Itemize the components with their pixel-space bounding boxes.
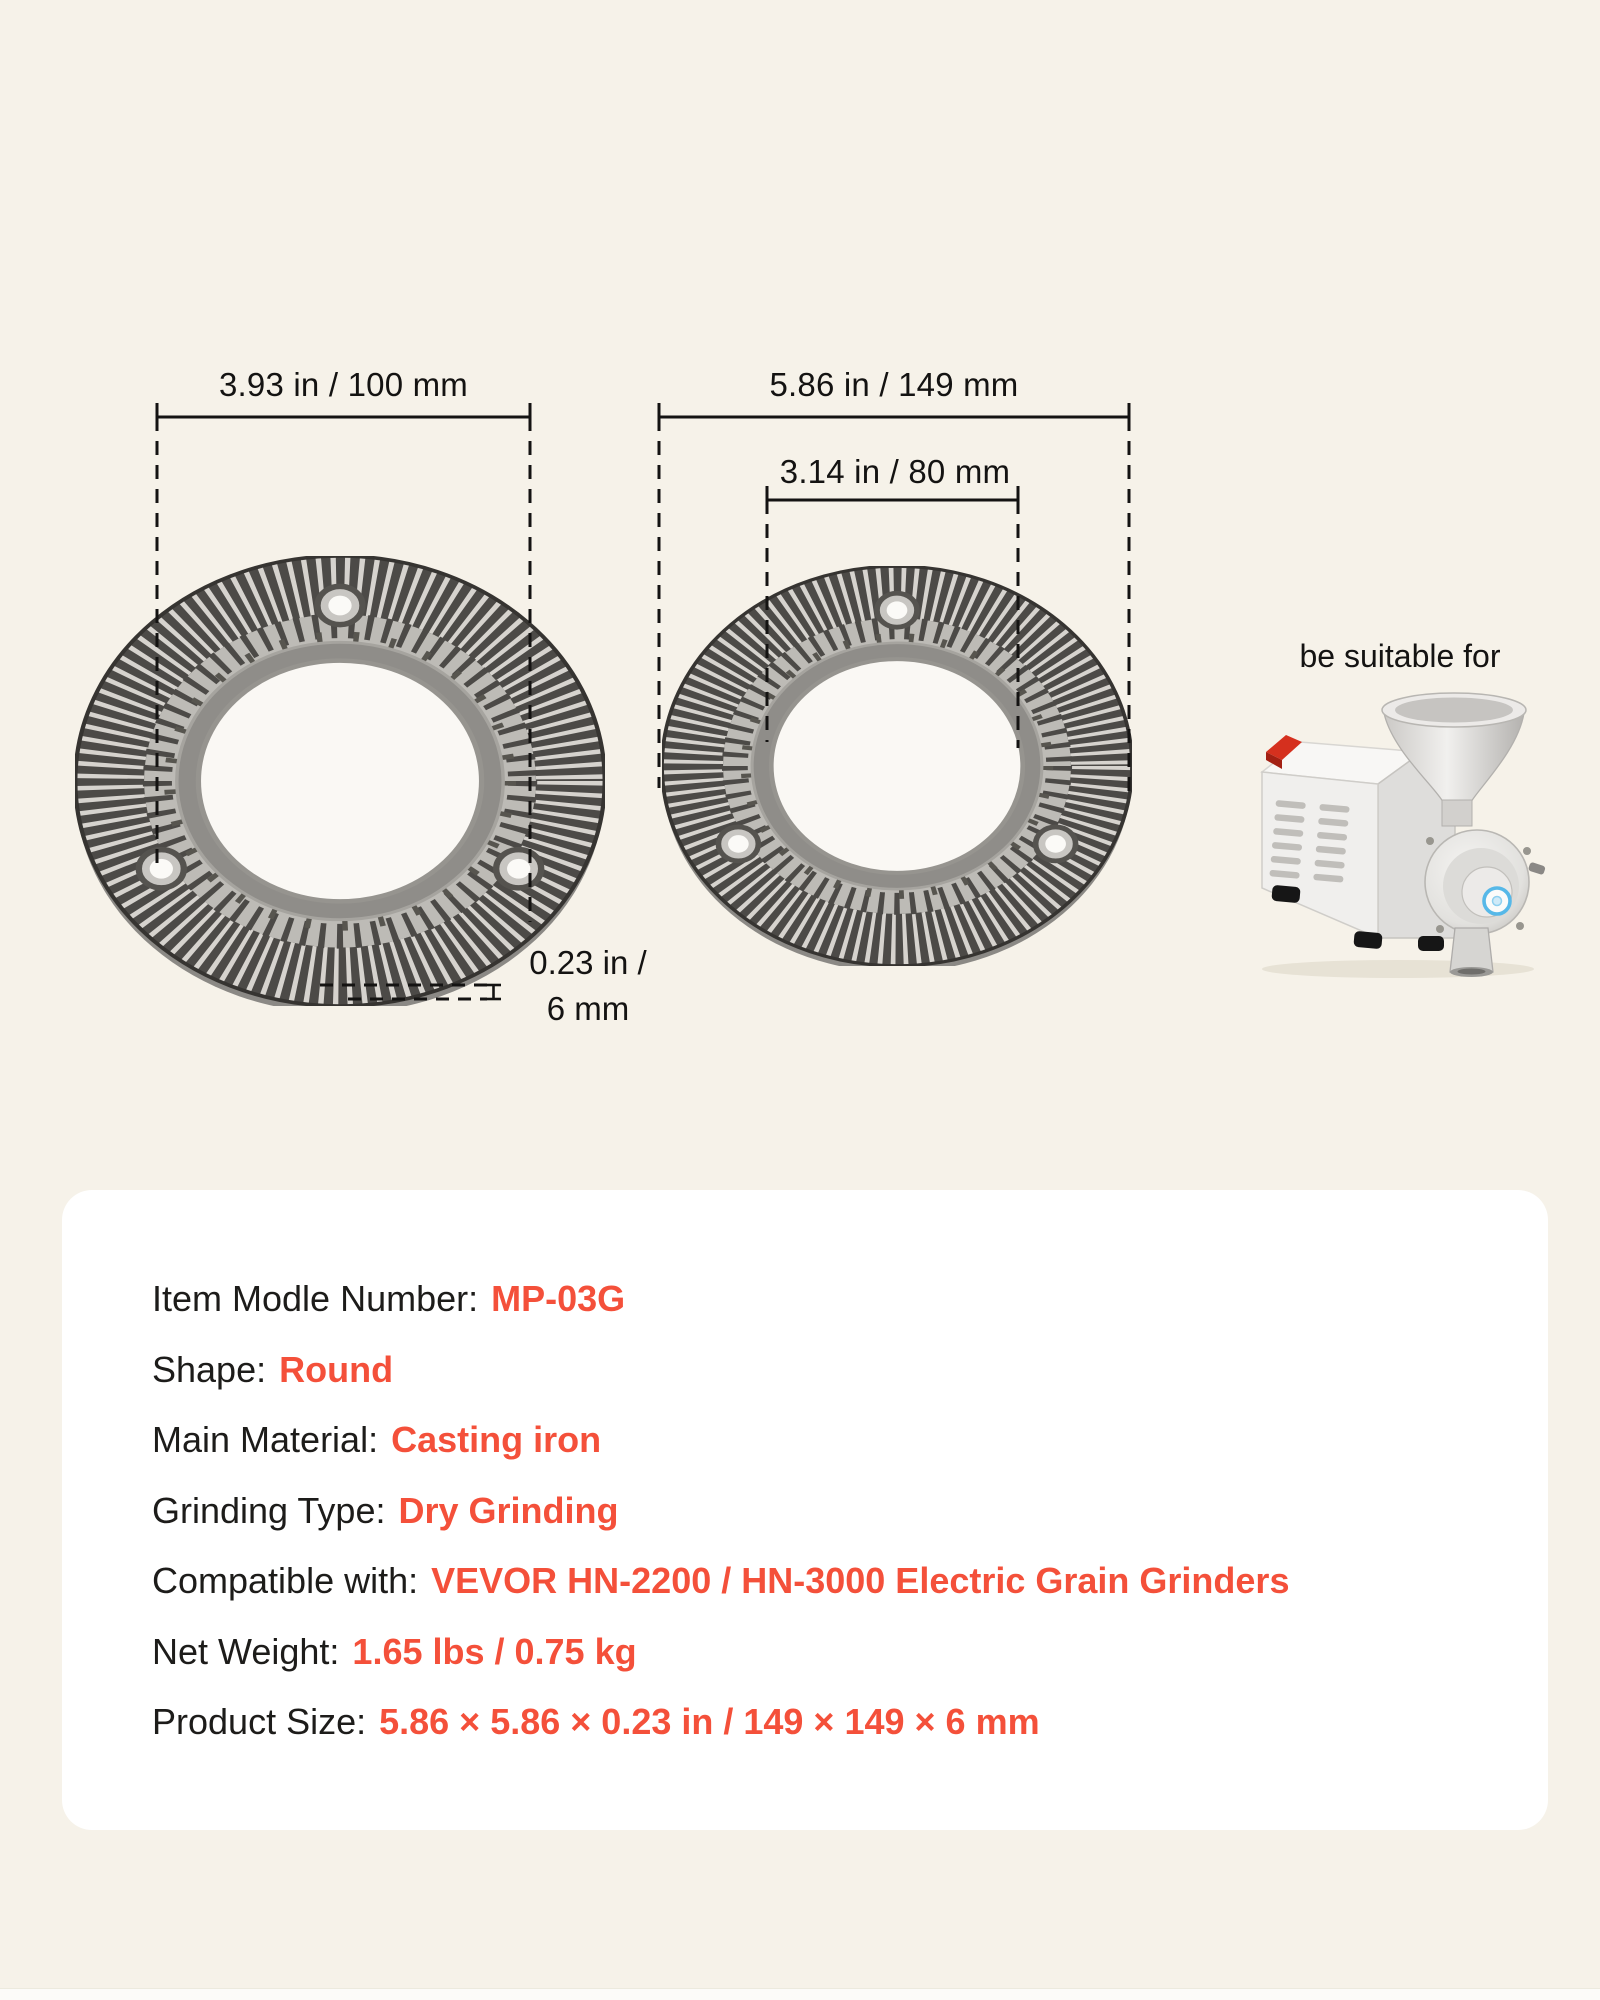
spec-row-size <box>152 1687 1508 1758</box>
spec-row-weight <box>152 1617 1508 1688</box>
thickness-line1: 0.23 in / <box>529 944 647 981</box>
spec-value: Casting iron <box>391 1419 602 1461</box>
spec-rows <box>152 1264 1508 1758</box>
spec-value: VEVOR HN-2200 / HN-3000 Electric Grain Grinders <box>431 1560 1290 1602</box>
spec-value: 1.65 lbs / 0.75 kg <box>352 1630 637 1672</box>
spec-value: 5.86 × 5.86 × 0.23 in / 149 × 149 × 6 mm <box>379 1701 1040 1743</box>
spec-card <box>62 1190 1548 1830</box>
spec-label: Product Size: <box>152 1701 367 1743</box>
spec-label: Main Material: <box>152 1419 379 1461</box>
spec-row-grinding-type <box>152 1476 1508 1547</box>
right-disc-inner-dimension-label: 3.14 in / 80 mm <box>779 453 1011 490</box>
spec-row-material <box>152 1405 1508 1476</box>
grain-grinder-image <box>1250 688 1550 980</box>
spec-label: Compatible with: <box>152 1560 419 1602</box>
spec-value: MP-03G <box>491 1278 626 1320</box>
spec-label: Shape: <box>152 1348 267 1390</box>
thickness-line2: 6 mm <box>546 990 630 1027</box>
spec-row-model <box>152 1264 1508 1335</box>
spec-row-compatible <box>152 1546 1508 1617</box>
suitable-for-label: be suitable for <box>1299 638 1501 674</box>
left-disc-dimension-label: 3.93 in / 100 mm <box>219 366 468 403</box>
thickness-dimension-label <box>503 940 673 1032</box>
spec-row-shape <box>152 1335 1508 1406</box>
bottom-edge-strip <box>0 1988 1600 2000</box>
spec-value: Dry Grinding <box>398 1489 619 1531</box>
spec-label: Grinding Type: <box>152 1489 386 1531</box>
spec-label: Net Weight: <box>152 1630 340 1672</box>
right-disc-outer-dimension-label: 5.86 in / 149 mm <box>769 366 1019 403</box>
spec-value: Round <box>279 1348 394 1390</box>
spec-label: Item Modle Number: <box>152 1278 479 1320</box>
